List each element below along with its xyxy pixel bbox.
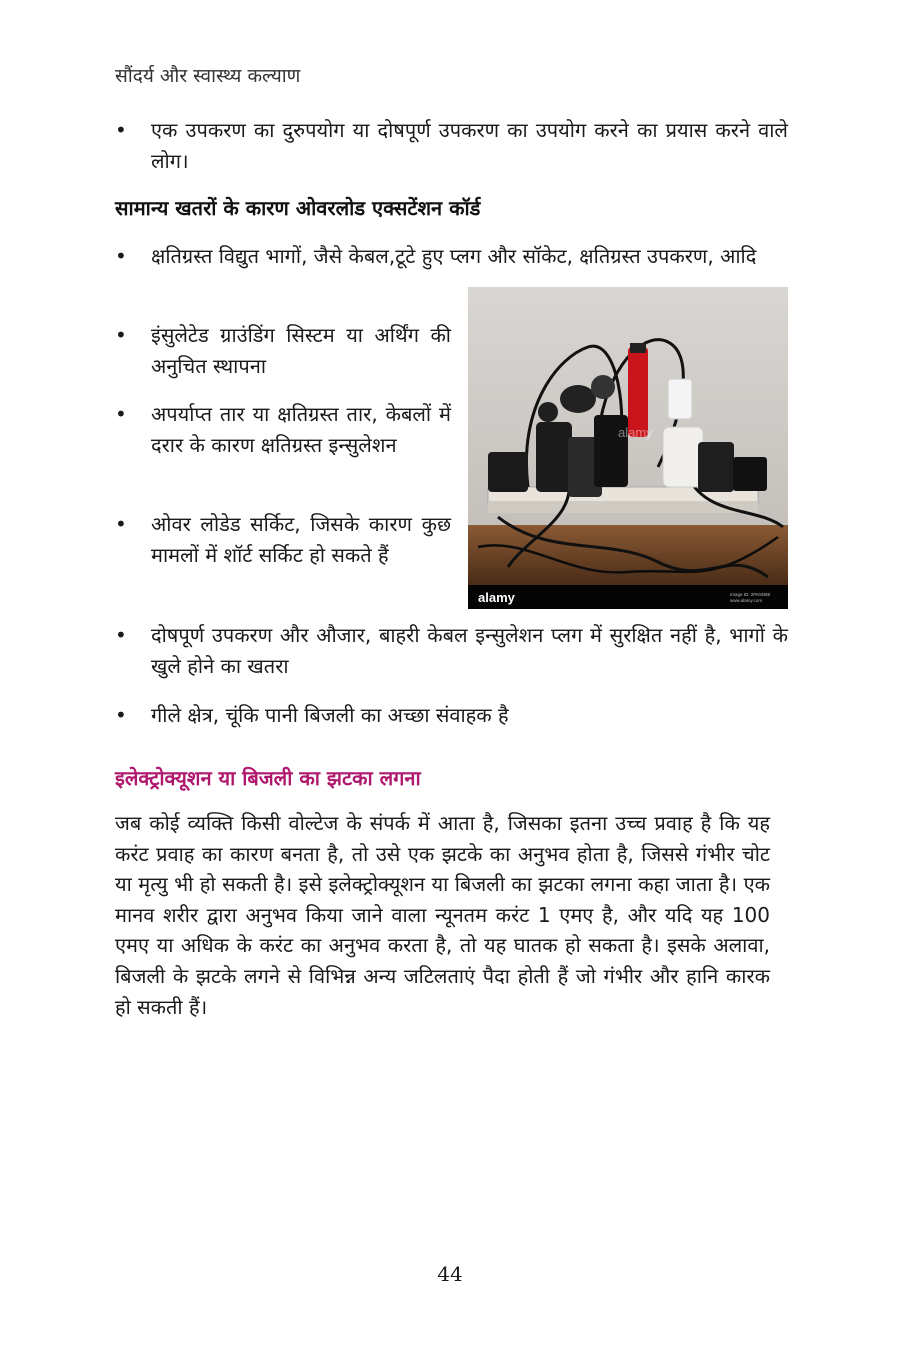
list-item [115,115,788,177]
list-item-text: ओवर लोडेड सर्किट, जिसके कारण कुछ मामलों में शॉर्ट सर्किट हो सकते हैं [151,512,451,567]
list-item-text: अपर्याप्त तार या क्षतिग्रस्त तार, केबलों में दरार के कारण क्षतिग्रस्त इन्सुलेशन [151,402,451,457]
body-paragraph: जब कोई व्यक्ति किसी वोल्टेज के संपर्क में आता है, जिसका इतना उच्च प्रवाह है कि यह करंट प्रवाह का कारण बनता है, तो उसे एक झटके का अनुभव होता है, जिससे गंभीर चोट या मृत्यु भी हो सकती है। इसे इलेक्ट्रोक्यूशन या बिजली का झटका लगना कहा जाता है। एक मानव शरीर द्वारा अनुभव किया जाने वाला न्यूनतम करंट 1 एमए है, और यदि यह 100 एमए या अधिक के करंट का अनुभव करता है, तो यह घातक हो सकता है। इसके अलावा, बिजली के झटके लगने से विभिन्न अन्य जटिलताएं पैदा होती हैं जो गंभीर और हानि कारक हो सकती हैं। [115,811,770,1019]
list-item [115,399,451,492]
list-item-text: दोषपूर्ण उपकरण और औजार, बाहरी केबल इन्सुलेशन प्लग में सुरक्षित नहीं है, भागों के खुले होने का खतरा [151,623,788,678]
running-header: सौंदर्य और स्वास्थ्य कल्याण [115,65,301,87]
extension-cord-photo [468,287,788,609]
bullet-dot-icon: • [115,512,127,536]
list-item-text: गीले क्षेत्र, चूंकि पानी बिजली का अच्छा संवाहक है [151,703,509,727]
list-item [115,620,788,682]
bullet-dot-icon: • [115,703,127,727]
photo-footer-logo: alamy [478,590,515,605]
svg-text:Image ID: 2PK5N9E: Image ID: 2PK5N9E [730,592,771,597]
photo-watermark: alamy [618,425,653,440]
list-item [115,320,451,382]
list-item-text: क्षतिग्रस्त विद्युत भागों, जैसे केबल,टूटे हुए प्लग और सॉकेट, क्षतिग्रस्त उपकरण, आदि [151,244,757,268]
list-item [115,509,451,602]
page-number: 44 [437,1262,463,1286]
list-item-text: इंसुलेटेड ग्राउंडिंग सिस्टम या अर्थिंग की अनुचित स्थापना [151,323,451,378]
section-heading: सामान्य खतरों के कारण ओवरलोड एक्सटेंशन कॉर्ड [115,196,481,220]
section-heading: इलेक्ट्रोक्यूशन या बिजली का झटका लगना [115,766,421,790]
bullet-dot-icon: • [115,244,127,268]
svg-text:www.alamy.com: www.alamy.com [730,598,763,603]
bullet-dot-icon: • [115,623,127,647]
bullet-dot-icon: • [115,323,127,347]
list-item-text: एक उपकरण का दुरुपयोग या दोषपूर्ण उपकरण का उपयोग करने का प्रयास करने वाले लोग। [151,118,788,173]
overloaded-extension-cord-image [468,287,788,609]
bullet-dot-icon: • [115,402,127,426]
list-item [115,700,788,731]
bullet-dot-icon: • [115,118,127,142]
